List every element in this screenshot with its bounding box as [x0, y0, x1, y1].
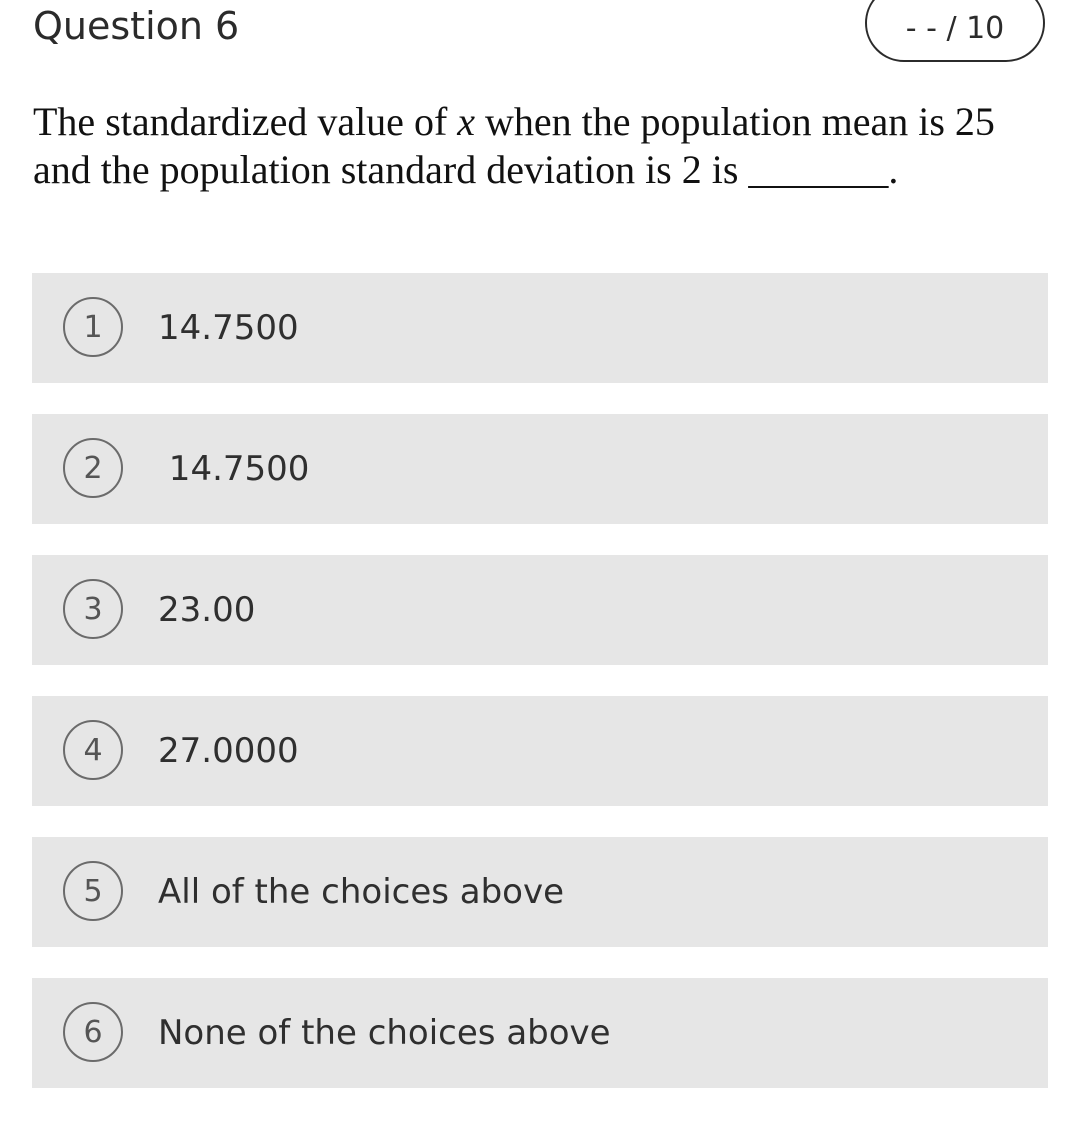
prompt-variable: x	[457, 99, 476, 144]
choice-label: 23.00	[158, 590, 256, 630]
question-header	[33, 0, 1047, 64]
answer-choices	[32, 273, 1048, 1119]
choice-number: 4	[83, 733, 103, 768]
choice-label: 14.7500	[158, 449, 310, 489]
answer-choice-2[interactable]	[32, 414, 1048, 524]
choice-number-badge	[63, 579, 123, 639]
choice-number: 1	[83, 310, 103, 345]
score-text: - - / 10	[905, 11, 1005, 46]
choice-number-badge	[63, 438, 123, 498]
choice-label: All of the choices above	[158, 872, 565, 912]
choice-number-badge	[63, 1002, 123, 1062]
answer-choice-6[interactable]	[32, 978, 1048, 1088]
choice-number-badge	[63, 861, 123, 921]
choice-number: 5	[83, 874, 103, 909]
choice-label: None of the choices above	[158, 1013, 611, 1053]
prompt-text-start: The standardized value of	[33, 99, 458, 144]
question-prompt	[33, 98, 1053, 194]
choice-label: 14.7500	[158, 308, 299, 348]
answer-choice-3[interactable]	[32, 555, 1048, 665]
prompt-text-end: when the population mean is 25 and the population standard deviation is 2 is _______.	[33, 99, 995, 192]
choice-number: 3	[83, 592, 103, 627]
answer-choice-5[interactable]	[32, 837, 1048, 947]
choice-number-badge	[63, 297, 123, 357]
choice-number: 2	[83, 451, 103, 486]
answer-choice-1[interactable]	[32, 273, 1048, 383]
choice-label: 27.0000	[158, 731, 299, 771]
question-title: Question 6	[33, 4, 240, 48]
answer-choice-4[interactable]	[32, 696, 1048, 806]
choice-number-badge	[63, 720, 123, 780]
score-badge	[865, 0, 1045, 62]
choice-number: 6	[83, 1015, 103, 1050]
